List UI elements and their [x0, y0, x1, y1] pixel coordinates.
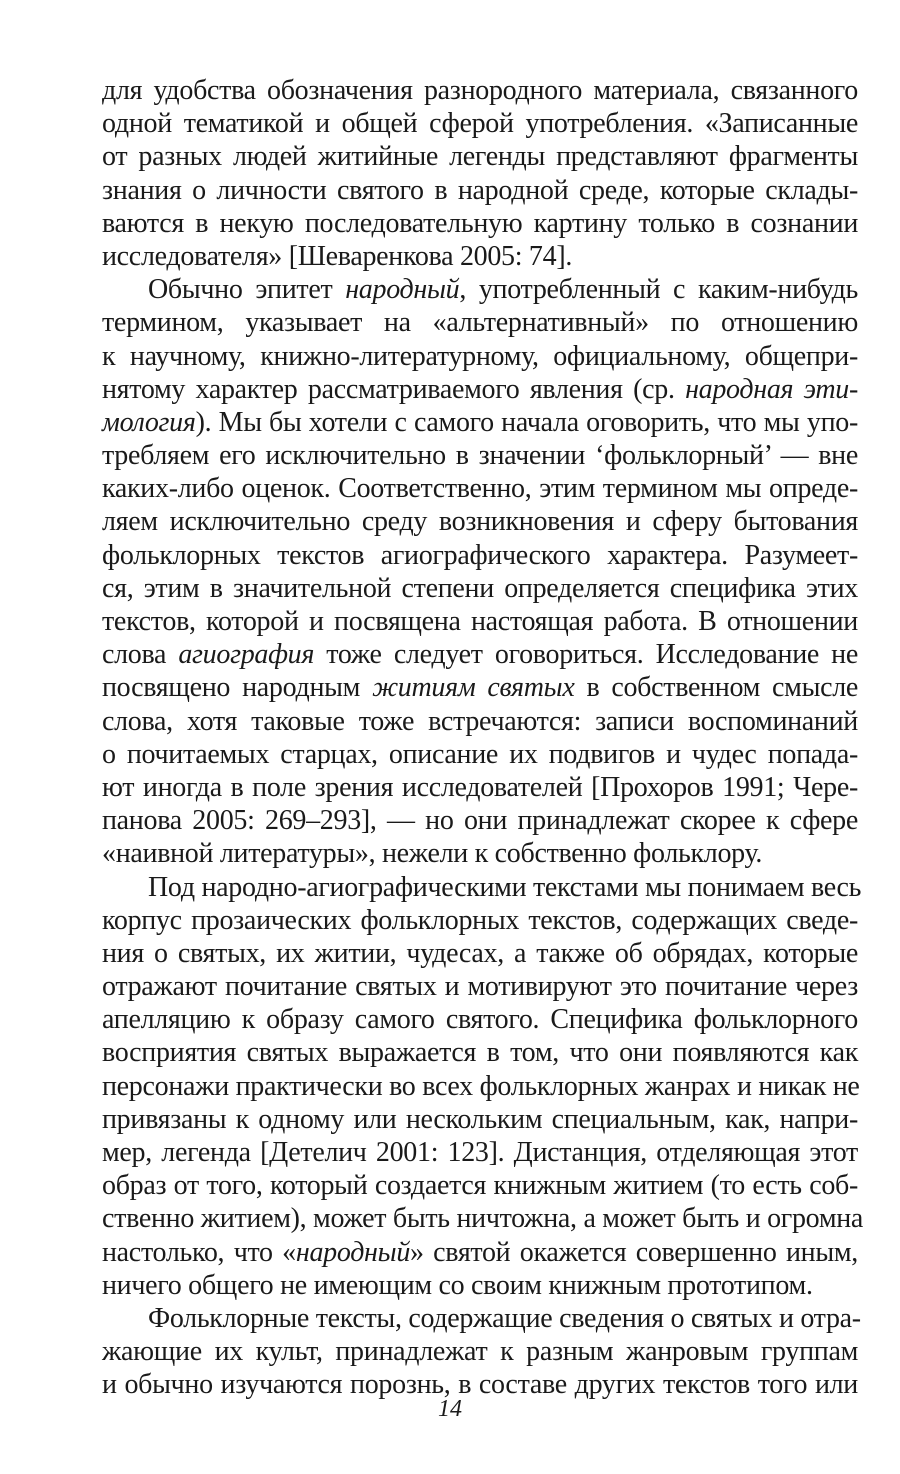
text-line: слова агиография тоже следует оговориться. Исследование не: [102, 639, 858, 671]
text-line: Обычно эпитет народный, употребленный с каким-нибудь: [148, 274, 858, 306]
italic-term: мология: [102, 406, 196, 438]
text-line: ляем исключительно среду возникновения и сферу бытования: [102, 506, 858, 538]
text-line: посвящено народным житиям святых в собственном смысле: [102, 672, 859, 704]
text-line: жающие их культ, принадлежат к разным жанровым группам: [102, 1336, 858, 1368]
text-line: персонажи практически во всех фольклорных жанрах и никак не: [102, 1070, 860, 1102]
text-line: ния о святых, их житии, чудесах, а также об обрядах, которые: [102, 937, 858, 969]
page-body: [102, 74, 864, 1402]
text-line: мер, легенда [Детелич 2001: 123]. Дистанция, отделяющая этот: [102, 1137, 858, 1168]
text-line: требляем его исключительно в значении ‘фольклорный’ — вне: [102, 440, 858, 472]
text-line: термином, указывает на «альтернативный» по отношению: [102, 307, 858, 339]
italic-term: агиография: [178, 639, 315, 671]
text-line: ваются в некую последовательную картину только в сознании: [102, 207, 858, 239]
text-line: одной тематикой и общей сферой употребления. «Записанные: [102, 108, 858, 140]
text-line: апелляцию к образу самого святого. Специфика фольклорного: [102, 1004, 858, 1036]
text-line: от разных людей житийные легенды представляют фрагменты: [102, 141, 858, 173]
italic-term: народный: [345, 274, 460, 306]
text-line: настолько, что «народный» святой окажется совершенно иным,: [102, 1236, 858, 1268]
text-line: привязаны к одному или нескольким специальным, как, напри-: [102, 1103, 858, 1135]
italic-term: народная эти-: [685, 373, 858, 405]
text-line: мология). Мы бы хотели с самого начала оговорить, что мы упо-: [102, 406, 858, 438]
text-line: ют иногда в поле зрения исследователей [Прохоров 1991; Чере-: [102, 771, 858, 803]
text-line: ся, этим в значительной степени определяется специфика этих: [102, 572, 858, 604]
text-line: фольклорных текстов агиографического характера. Разумеет-: [102, 539, 858, 571]
page-number: 14: [438, 1396, 462, 1422]
text-line: ничего общего не имеющим со своим книжным прототипом.: [102, 1269, 813, 1301]
text-line: панова 2005: 269–293], — но они принадлежат скорее к сфере: [102, 805, 858, 837]
text-line: и обычно изучаются порознь, в составе других текстов того или: [102, 1369, 858, 1401]
text-line: Под народно-агиографическими текстами мы понимаем весь: [148, 871, 862, 903]
text-line: слова, хотя таковые тоже встречаются: записи воспоминаний: [102, 705, 858, 737]
text-line: Фольклорные тексты, содержащие сведения о святых и отра-: [148, 1302, 861, 1334]
text-line: каких-либо оценок. Соответственно, этим термином мы опреде-: [102, 473, 858, 505]
text-line: знания о личности святого в народной среде, которые склады-: [102, 174, 858, 206]
italic-term: народный: [295, 1236, 411, 1268]
text-line: исследователя» [Шеваренкова 2005: 74].: [102, 240, 573, 272]
text-line: текстов, которой и посвящена настоящая работа. В отношении: [102, 606, 858, 637]
text-line: ственно житием), может быть ничтожна, а может быть и огромна: [102, 1203, 864, 1235]
italic-term: житиям святых: [372, 672, 575, 704]
text-line: для удобства обозначения разнородного материала, связанного: [102, 75, 858, 106]
text-line: образ от того, который создается книжным житием (то есть соб-: [102, 1170, 858, 1202]
text-line: к научному, книжно-литературному, официальному, общепри-: [102, 340, 858, 372]
text-line: нятому характер рассматриваемого явления (ср. народная эти-: [102, 373, 858, 405]
text-line: восприятия святых выражается в том, что они появляются как: [102, 1037, 858, 1069]
text-line: отражают почитание святых и мотивируют это почитание через: [102, 971, 858, 1003]
text-line: «наивной литературы», нежели к собственно фольклору.: [102, 838, 763, 870]
text-line: корпус прозаических фольклорных текстов, содержащих сведе-: [102, 904, 858, 936]
text-line: о почитаемых старцах, описание их подвигов и чудес попада-: [102, 738, 858, 770]
